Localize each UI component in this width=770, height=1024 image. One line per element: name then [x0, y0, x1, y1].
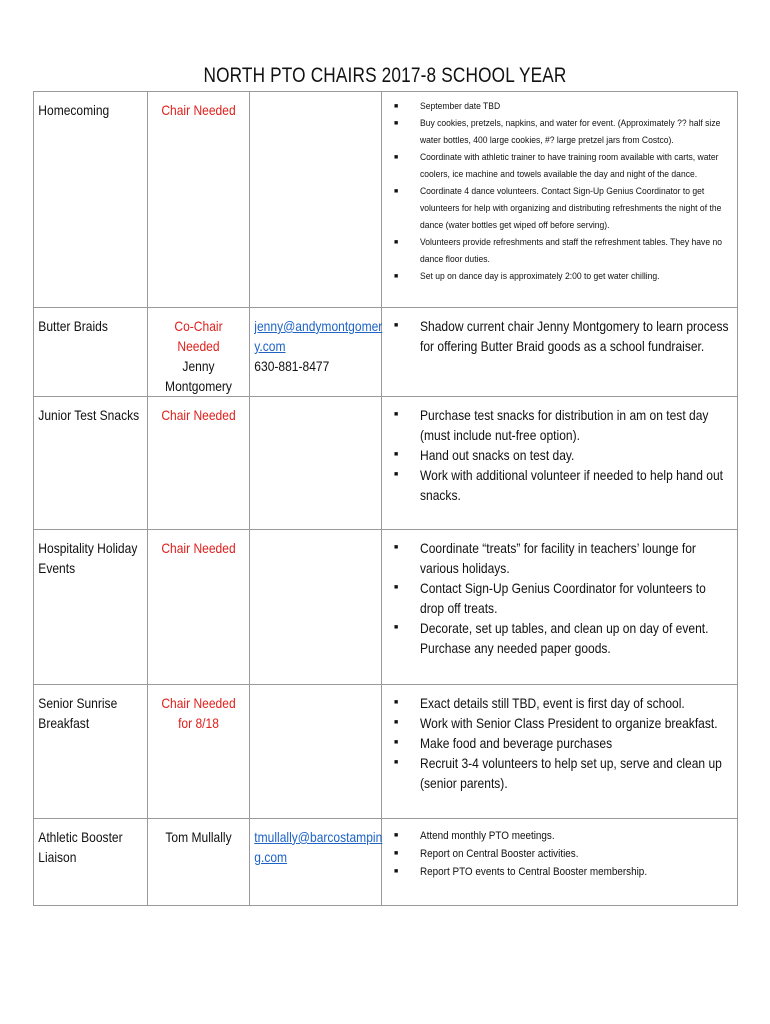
committee-cell	[34, 92, 148, 308]
bullet-icon: ■	[394, 120, 399, 127]
bullet-icon: ■	[394, 719, 399, 726]
bullet-icon: ■	[394, 322, 399, 329]
chair-status: Chair Needed	[161, 102, 236, 118]
list-item: ■ Coordinate 4 dance volunteers. Contact Sign-Up Genius Coordinator to get volunteers for help with organizing and distributing refreshments the night of the dance (water bottles get wiped off before serving).	[392, 183, 733, 234]
tasks-cell	[382, 530, 738, 685]
tasks-cell	[382, 308, 738, 397]
committee-name: Junior Test Snacks	[38, 407, 140, 423]
contact-cell	[250, 530, 382, 685]
bullet-icon: ■	[394, 239, 399, 246]
task-list	[382, 530, 737, 658]
bullet-icon: ■	[394, 544, 399, 551]
list-item: ■ Hand out snacks on test day.	[394, 447, 575, 463]
bullet-icon: ■	[394, 868, 399, 875]
list-item: ■ Recruit 3-4 volunteers to help set up, serve and clean up (senior parents).	[394, 755, 722, 791]
task-list	[382, 819, 737, 881]
bullet-icon: ■	[394, 584, 399, 591]
chair-status: Chair Needed	[161, 540, 236, 556]
list-item: ■ Make food and beverage purchases	[394, 735, 613, 751]
list-item: ■ Work with Senior Class President to organize breakfast.	[394, 715, 718, 731]
phone-number: 630-881-8477	[254, 358, 330, 374]
committee-name: Homecoming	[38, 102, 110, 118]
chair-cell	[148, 685, 250, 819]
chair-name: Jenny Montgomery	[165, 358, 232, 394]
table-row	[34, 819, 738, 906]
tasks-cell	[382, 819, 738, 906]
list-item: ■ Work with additional volunteer if needed to help hand out snacks.	[394, 467, 723, 503]
committee-cell	[34, 530, 148, 685]
bullet-icon: ■	[394, 832, 399, 839]
list-item: ■ Purchase test snacks for distribution in am on test day (must include nut-free option).	[394, 407, 709, 443]
committee-name: Athletic Booster Liaison	[38, 829, 123, 865]
tasks-cell	[382, 92, 738, 308]
bullet-icon: ■	[394, 411, 399, 418]
bullet-icon: ■	[394, 759, 399, 766]
page-title: NORTH PTO CHAIRS 2017-8 SCHOOL YEAR	[203, 64, 567, 87]
committee-cell	[34, 397, 148, 530]
chair-cell	[148, 308, 250, 397]
list-item: ■ Decorate, set up tables, and clean up on day of event. Purchase any needed paper goods.	[394, 620, 709, 656]
bullet-icon: ■	[394, 188, 399, 195]
list-item: ■ Buy cookies, pretzels, napkins, and water for event. (Approximately ?? half size water bottles, 400 large cookies, #? large pretzel jars from Costco).	[392, 115, 733, 149]
committee-cell	[34, 308, 148, 397]
table-row	[34, 397, 738, 530]
list-item: ■ Report on Central Booster activities.	[392, 845, 733, 863]
tasks-cell	[382, 685, 738, 819]
committee-cell	[34, 819, 148, 906]
list-item: ■ September date TBD	[392, 98, 733, 115]
contact-cell	[250, 819, 382, 906]
bullet-icon: ■	[394, 273, 399, 280]
chair-cell	[148, 530, 250, 685]
list-item: ■ Volunteers provide refreshments and staff the refreshment tables. They have no dance floor duties.	[392, 234, 733, 268]
contact-cell	[250, 397, 382, 530]
committee-name: Hospitality Holiday Events	[38, 540, 138, 576]
bullet-icon: ■	[394, 624, 399, 631]
list-item: ■ Set up on dance day is approximately 2:00 to get water chilling.	[392, 268, 733, 285]
chair-status: Chair Needed	[161, 407, 236, 423]
table-row	[34, 308, 738, 397]
task-list	[382, 92, 737, 285]
bullet-icon: ■	[394, 451, 399, 458]
task-list	[382, 685, 737, 793]
contact-cell	[250, 92, 382, 308]
chair-name: Tom Mullally	[165, 829, 232, 845]
table-row	[34, 685, 738, 819]
email-link[interactable]: tmullally@barcostamping.com	[254, 829, 383, 865]
committee-name: Butter Braids	[38, 318, 108, 334]
chair-cell	[148, 819, 250, 906]
committee-name: Senior Sunrise Breakfast	[38, 695, 118, 731]
bullet-icon: ■	[394, 154, 399, 161]
chair-status: Chair Needed for 8/18	[161, 695, 236, 731]
list-item: ■ Coordinate with athletic trainer to have training room available with carts, water coolers, ice machine and towels available the day and night of the dance.	[392, 149, 733, 183]
list-item: ■ Coordinate “treats” for facility in teachers’ lounge for various holidays.	[394, 540, 696, 576]
list-item: ■ Contact Sign-Up Genius Coordinator for volunteers to drop off treats.	[394, 580, 706, 616]
table-row	[34, 92, 738, 308]
list-item: ■ Exact details still TBD, event is first day of school.	[394, 695, 685, 711]
contact-cell	[250, 308, 382, 397]
bullet-icon: ■	[394, 471, 399, 478]
tasks-cell	[382, 397, 738, 530]
task-list	[382, 308, 737, 356]
list-item: ■ Report PTO events to Central Booster membership.	[392, 863, 733, 881]
email-link[interactable]: jenny@andymontgomery.com	[254, 318, 383, 354]
list-item: ■ Attend monthly PTO meetings.	[392, 827, 733, 845]
table-row	[34, 530, 738, 685]
chairs-table	[33, 91, 738, 906]
task-list	[382, 397, 737, 505]
bullet-icon: ■	[394, 699, 399, 706]
committee-cell	[34, 685, 148, 819]
chair-status: Co-Chair Needed	[174, 318, 223, 354]
bullet-icon: ■	[394, 103, 399, 110]
contact-cell	[250, 685, 382, 819]
list-item: ■ Shadow current chair Jenny Montgomery to learn process for offering Butter Braid goods as a school fundraiser.	[394, 318, 729, 354]
bullet-icon: ■	[394, 739, 399, 746]
chair-cell	[148, 397, 250, 530]
bullet-icon: ■	[394, 850, 399, 857]
chair-cell	[148, 92, 250, 308]
